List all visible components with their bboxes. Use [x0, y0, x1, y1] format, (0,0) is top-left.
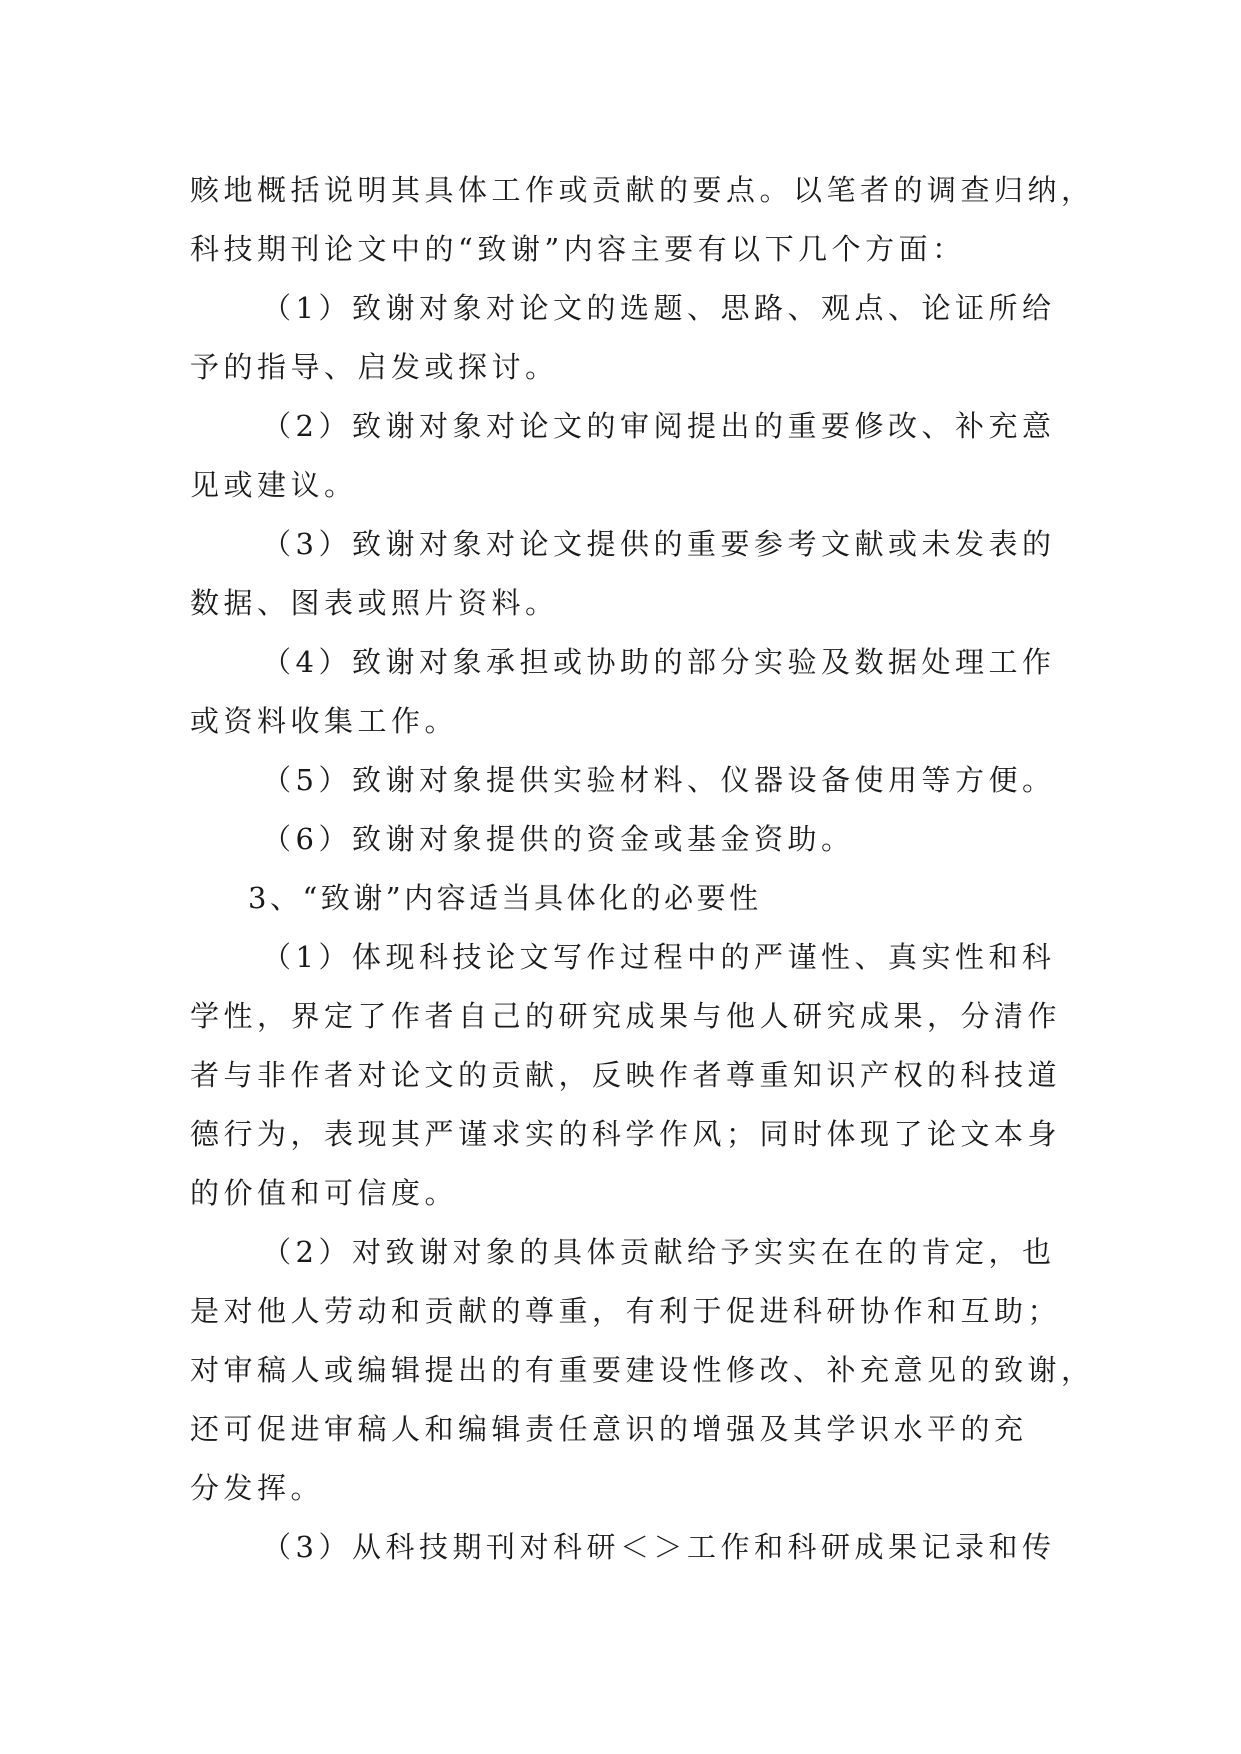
paragraph-line: 赅地概括说明其具体工作或贡献的要点。以笔者的调查归纳，: [190, 173, 1095, 207]
section-heading: 3、“致谢”内容适当具体化的必要性: [248, 881, 762, 915]
list-item-line: 或资料收集工作。: [190, 704, 459, 738]
list-item-line: 予的指导、启发或探讨。: [190, 350, 559, 384]
list-item-line: 对审稿人或编辑提出的有重要建设性修改、补充意见的致谢，: [190, 1353, 1095, 1387]
list-item-line: 是对他人劳动和贡献的尊重，有利于促进科研协作和互助；: [190, 1294, 1062, 1328]
list-item-line: 数据、图表或照片资料。: [190, 586, 559, 620]
list-item-line: （1）致谢对象对论文的选题、思路、观点、论证所给: [262, 291, 1056, 325]
paragraph-line: 科技期刊论文中的“致谢”内容主要有以下几个方面：: [190, 232, 966, 266]
list-item-line: 学性，界定了作者自己的研究成果与他人研究成果，分清作: [190, 999, 1062, 1033]
list-item-line: （2）致谢对象对论文的审阅提出的重要修改、补充意: [262, 409, 1056, 443]
list-item-line: 见或建议。: [190, 468, 358, 502]
list-item-line: （2）对致谢对象的具体贡献给予实实在在的肯定，也: [262, 1235, 1056, 1269]
list-item-line: （3）从科技期刊对科研＜＞工作和科研成果记录和传: [262, 1530, 1056, 1564]
list-item-line: 者与非作者对论文的贡献，反映作者尊重知识产权的科技道: [190, 1058, 1062, 1092]
list-item-line: （3）致谢对象对论文提供的重要参考文献或未发表的: [262, 527, 1056, 561]
list-item-line: 还可促进审稿人和编辑责任意识的增强及其学识水平的充: [190, 1412, 1028, 1446]
list-item-line: （4）致谢对象承担或协助的部分实验及数据处理工作: [262, 645, 1056, 679]
list-item-line: （1）体现科技论文写作过程中的严谨性、真实性和科: [262, 940, 1056, 974]
list-item-line: 德行为，表现其严谨求实的科学作风；同时体现了论文本身: [190, 1117, 1062, 1151]
list-item-line: （5）致谢对象提供实验材料、仪器设备使用等方便。: [262, 763, 1056, 797]
list-item-line: （6）致谢对象提供的资金或基金资助。: [262, 822, 855, 856]
list-item-line: 分发挥。: [190, 1471, 325, 1505]
list-item-line: 的价值和可信度。: [190, 1176, 459, 1210]
